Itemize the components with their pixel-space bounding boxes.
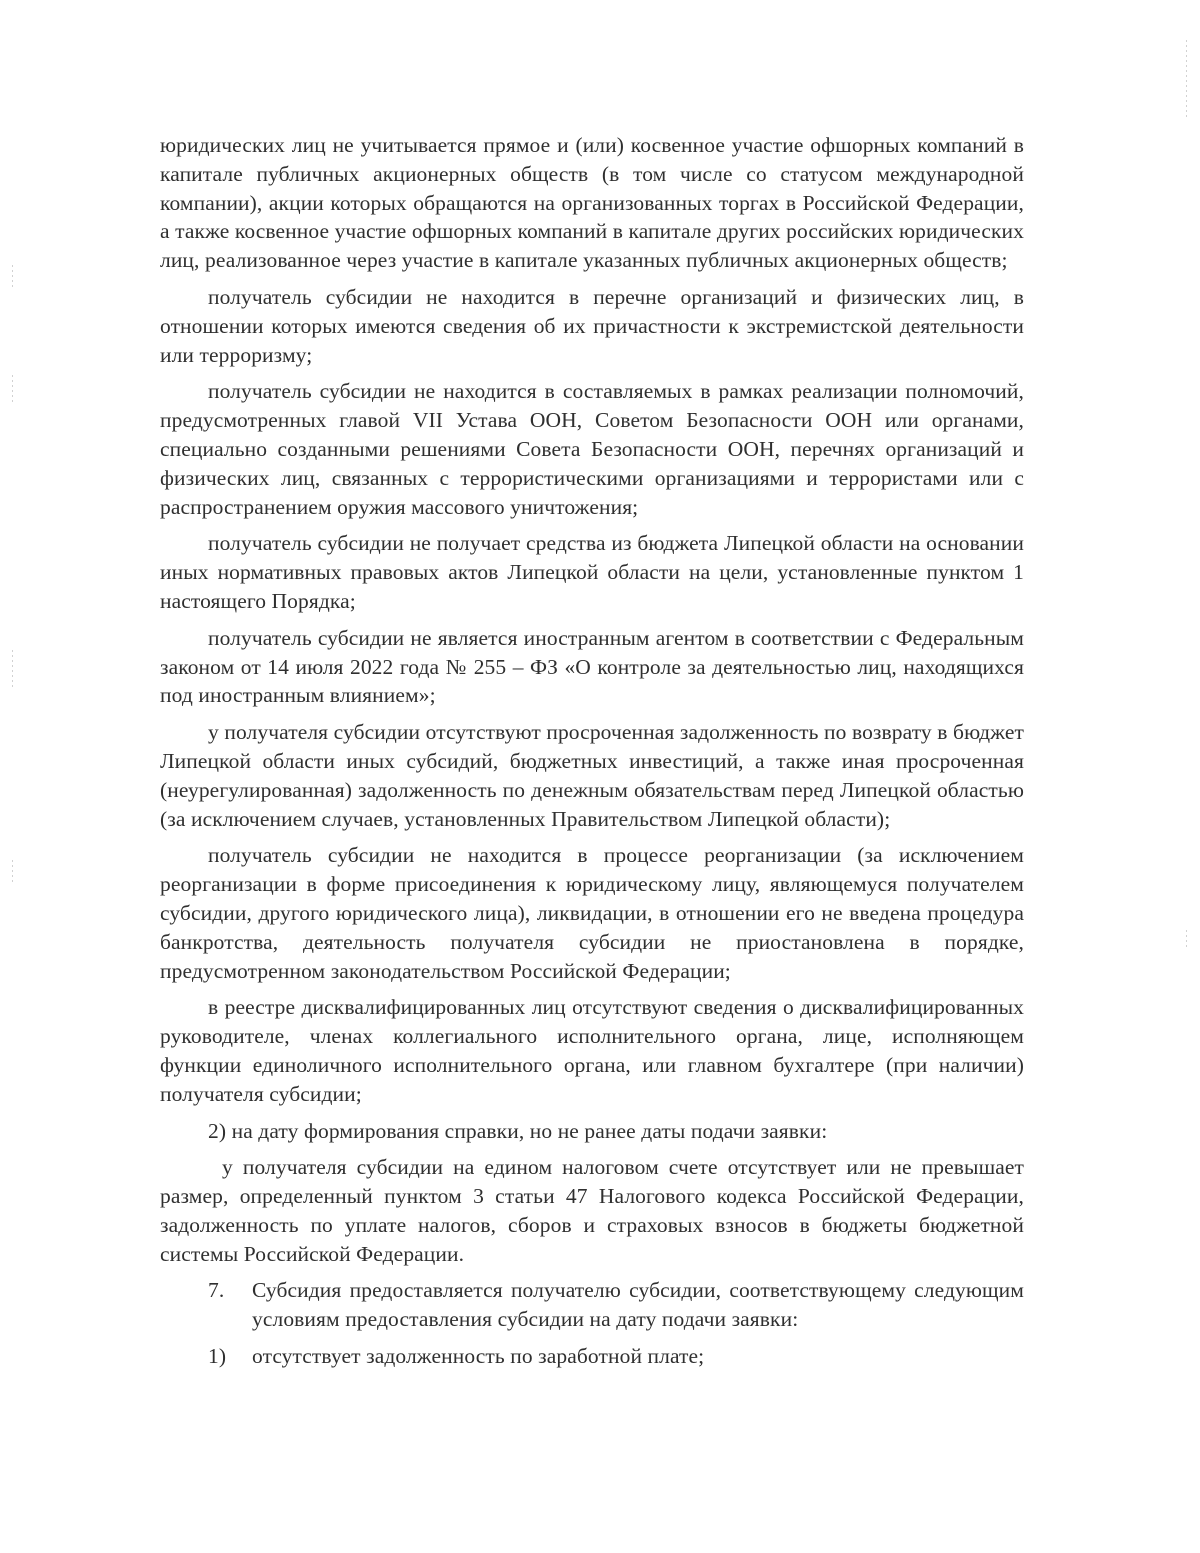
paragraph-un-security-council-list: получатель субсидии не находится в составляемых в рамках реализации полномочий, предусмотренных главой VII Устава ООН, Советом Безопасности ООН или органами, специально созданными решениями Совета Безопасности ООН, перечнях организаций и физических лиц, связанных с террористическими организациями и террористами или с распространением оружия массового уничтожения; [160,379,1024,519]
paragraph-no-other-budget-funds: получатель субсидии не получает средства из бюджета Липецкой области на основании иных нормативных правовых актов Липецкой области на цели, установленные пунктом 1 настоящего Порядка; [160,531,1024,613]
paragraph-offshore-participation: юридических лиц не учитывается прямое и (или) косвенное участие офшорных компаний в капитале публичных акционерных обществ (в том числе со статусом международной компании), акции которых обращаются на организованных торгах в Российской Федерации, а также косвенное участие офшорных компаний в капитале других российских юридических лиц, реализованное через участие в капитале указанных публичных акционерных обществ; [160,133,1024,273]
paragraph-tax-account-debt: у получателя субсидии на едином налоговом счете отсутствует или не превышает размер, определенный пунктом 3 статьи 47 Налогового кодекса Российской Федерации, задолженность по уплате налогов, сборов и страховых взносов в бюджеты бюджетной системы Российской Федерации. [160,1155,1024,1266]
list-item-7 [160,1276,1024,1334]
list-number: 7. [208,1278,225,1303]
list-item-text: Субсидия предоставляется получателю субсидии, соответствующему следующим условиям предоставления субсидии на дату подачи заявки: [252,1278,1024,1332]
paragraph-no-overdue-debt: у получателя субсидии отсутствуют просроченная задолженность по возврату в бюджет Липецкой области иных субсидий, бюджетных инвестиций, а также иная просроченная (неурегулированная) задолженность по денежным обязательствам перед Липецкой областью (за исключением случаев, установленных Правительством Липецкой области); [160,720,1024,831]
list-item-text: отсутствует задолженность по заработной плате; [252,1344,705,1369]
scan-edge-mark [1186,930,1187,948]
document-page [160,131,1024,1379]
scan-edge-mark [12,265,13,287]
paragraph-not-foreign-agent: получатель субсидии не является иностранным агентом в соответствии с Федеральным законом от 14 июля 2022 года № 255 – ФЗ «О контроле за деятельностью лиц, находящихся под иностранным влиянием»; [160,625,1024,708]
scan-edge-mark [12,375,13,405]
paragraph-no-reorganization: получатель субсидии не находится в процессе реорганизации (за исключением реорганизации в форме присоединения к юридическому лицу, являющемуся получателем субсидии, другого юридического лица), ликвидации, в отношении его не введена процедура банкротства, деятельность получателя субсидии не приостановлена в порядке, предусмотренном законодательством Российской Федерации; [160,843,1024,983]
paragraph-extremism-list: получатель субсидии не находится в перечне организаций и физических лиц, в отношении которых имеются сведения об их причастности к экстремистской деятельности или терроризму; [160,284,1024,367]
scan-edge-mark [12,860,13,884]
scan-edge-mark [1186,40,1187,120]
paragraph-disqualified-persons-registry: в реестре дисквалифицированных лиц отсутствуют сведения о дисквалифицированных руководителе, членах коллегиального исполнительного органа, лице, исполняющем функции единоличного исполнительного органа, или главном бухгалтере (при наличии) получателя субсидии; [160,995,1024,1106]
list-item-7-1 [160,1342,1024,1371]
paragraph-certificate-date: 2) на дату формирования справки, но не ранее даты подачи заявки: [208,1118,828,1143]
list-number: 1) [208,1344,227,1369]
scan-edge-mark [12,650,13,690]
